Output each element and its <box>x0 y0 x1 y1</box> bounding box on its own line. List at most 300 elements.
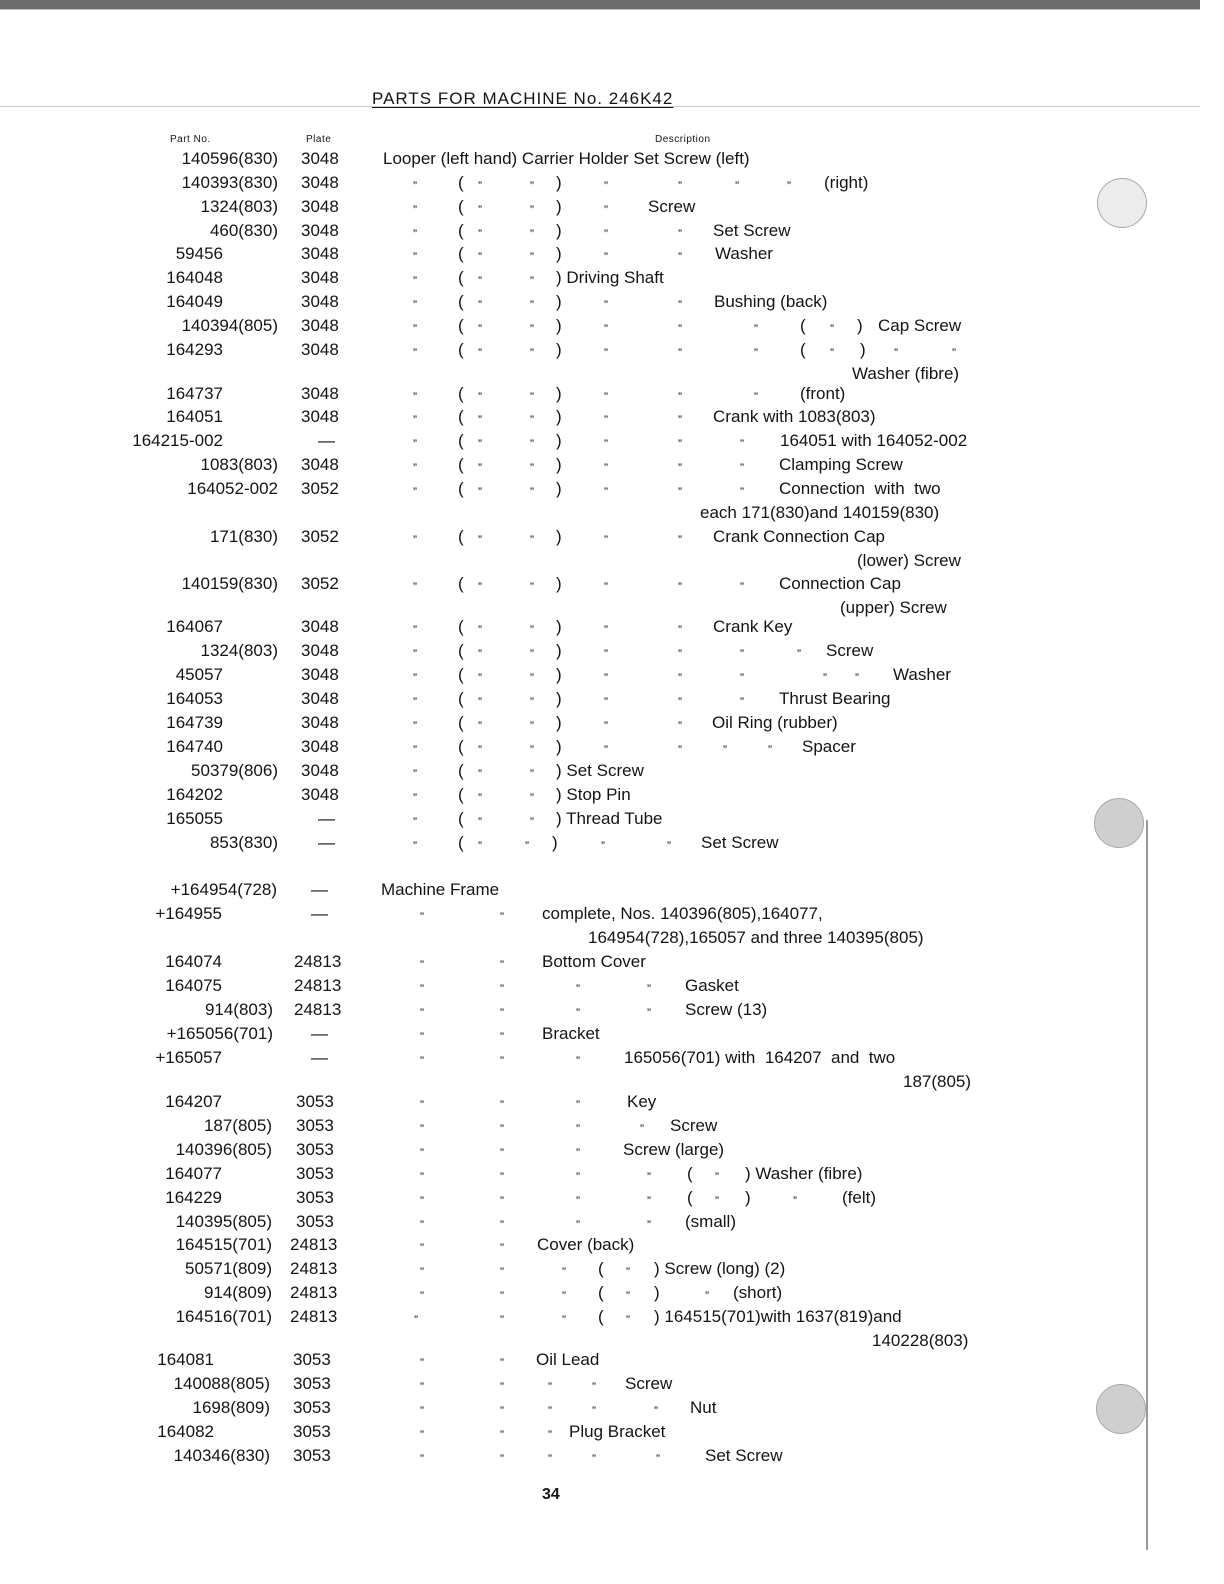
description-text: Bushing (back) <box>714 292 828 311</box>
description-text: Screw <box>670 1116 718 1135</box>
ditto-mark: ” <box>592 1452 596 1466</box>
ditto-mark: ” <box>678 390 682 404</box>
description-text: ( <box>458 431 464 450</box>
ditto-mark: ” <box>626 1313 630 1327</box>
ditto-mark: ” <box>678 623 682 637</box>
description-text: ( <box>458 641 464 660</box>
ditto-mark: ” <box>478 533 482 547</box>
plate-number: 24813 <box>290 1259 338 1278</box>
ditto-mark: ” <box>478 322 482 336</box>
description-text: ( <box>458 527 464 546</box>
description-text: ( <box>458 574 464 593</box>
ditto-mark: ” <box>478 671 482 685</box>
part-number: 140159(830) <box>181 574 278 593</box>
description-text: (short) <box>733 1283 783 1302</box>
ditto-mark: ” <box>678 533 682 547</box>
part-number: 164515(701) <box>175 1235 272 1254</box>
ditto-mark: ” <box>413 461 417 475</box>
description-text: Machine Frame <box>381 880 500 899</box>
description-text: ( <box>458 244 464 263</box>
table-row <box>0 267 1224 289</box>
ditto-mark: ” <box>478 250 482 264</box>
part-number: 165055 <box>166 809 223 828</box>
ditto-mark: ” <box>530 250 534 264</box>
description-text: Screw (13) <box>685 1000 768 1019</box>
plate-number: 3052 <box>301 574 339 593</box>
ditto-mark: ” <box>500 1006 504 1020</box>
ditto-mark: ” <box>604 671 608 685</box>
table-row <box>0 315 1224 337</box>
plate-number: 3053 <box>293 1350 331 1369</box>
ditto-mark: ” <box>678 179 682 193</box>
page-number: 34 <box>542 1486 560 1503</box>
description-text: ) <box>556 617 562 636</box>
description-text: Cover (back) <box>537 1235 635 1254</box>
ditto-mark: ” <box>723 743 727 757</box>
part-number: 164215-002 <box>132 431 223 450</box>
description-text: ( <box>458 268 464 287</box>
table-row <box>0 1397 1224 1419</box>
description-text: Screw <box>826 641 874 660</box>
ditto-mark: ” <box>413 346 417 360</box>
ditto-mark: ” <box>500 1194 504 1208</box>
plate-number: 3048 <box>301 340 339 359</box>
plate-number: 3053 <box>293 1398 331 1417</box>
table-row <box>0 573 1224 595</box>
ditto-mark: ” <box>478 580 482 594</box>
description-text: Connection with two <box>779 479 941 498</box>
ditto-mark: ” <box>604 719 608 733</box>
ditto-mark: ” <box>530 179 534 193</box>
ditto-mark: ” <box>420 1122 424 1136</box>
ditto-mark: ” <box>478 179 482 193</box>
ditto-mark: ” <box>413 743 417 757</box>
plate-number: — <box>318 833 335 852</box>
ditto-mark: ” <box>576 1006 580 1020</box>
table-row <box>0 1234 1224 1256</box>
part-number: 164737 <box>166 384 223 403</box>
description-text: 187(805) <box>903 1072 972 1091</box>
description-text: ) <box>556 689 562 708</box>
plate-number: — <box>311 904 328 923</box>
part-number: 460(830) <box>209 221 278 240</box>
ditto-mark: ” <box>530 671 534 685</box>
description-text: ) <box>556 292 562 311</box>
plate-number: 3052 <box>301 527 339 546</box>
ditto-mark: ” <box>604 461 608 475</box>
description-text: ) <box>556 173 562 192</box>
ditto-mark: ” <box>576 1170 580 1184</box>
table-row <box>0 975 1224 997</box>
description-continuation <box>0 502 1224 524</box>
description-text: Looper (left hand) Carrier Holder Set Screw (left) <box>383 149 750 168</box>
ditto-mark: ” <box>413 623 417 637</box>
column-header-description: Description <box>655 134 711 145</box>
part-number: 140346(830) <box>173 1446 270 1465</box>
description-text: ( <box>458 833 464 852</box>
description-text: ) <box>860 340 866 359</box>
table-row <box>0 1023 1224 1045</box>
ditto-mark: ” <box>478 719 482 733</box>
ditto-mark: ” <box>530 346 534 360</box>
ditto-mark: ” <box>647 1006 651 1020</box>
ditto-mark: ” <box>500 1218 504 1232</box>
plate-number: 24813 <box>290 1307 338 1326</box>
ditto-mark: ” <box>500 1289 504 1303</box>
ditto-mark: ” <box>478 623 482 637</box>
ditto-mark: ” <box>413 647 417 661</box>
table-row <box>0 172 1224 194</box>
description-text: 140228(803) <box>872 1331 969 1350</box>
ditto-mark: ” <box>604 227 608 241</box>
ditto-mark: ” <box>530 298 534 312</box>
description-text: Cap Screw <box>878 316 962 335</box>
ditto-mark: ” <box>715 1170 719 1184</box>
description-text: (front) <box>800 384 846 403</box>
description-text: ( <box>458 197 464 216</box>
ditto-mark: ” <box>576 1218 580 1232</box>
table-row <box>0 1421 1224 1443</box>
description-text: Nut <box>690 1398 717 1417</box>
table-row <box>0 1373 1224 1395</box>
ditto-mark: ” <box>478 274 482 288</box>
ditto-mark: ” <box>478 695 482 709</box>
description-text: ( <box>458 713 464 732</box>
ditto-mark: ” <box>413 671 417 685</box>
ditto-mark: ” <box>413 322 417 336</box>
description-text: ) Driving Shaft <box>556 268 664 287</box>
ditto-mark: ” <box>500 1098 504 1112</box>
ditto-mark: ” <box>530 322 534 336</box>
ditto-mark: ” <box>754 322 758 336</box>
table-row <box>0 148 1224 170</box>
table-row <box>0 526 1224 548</box>
ditto-mark: ” <box>548 1404 552 1418</box>
ditto-mark: ” <box>548 1452 552 1466</box>
ditto-mark: ” <box>576 1054 580 1068</box>
ditto-mark: ” <box>604 250 608 264</box>
ditto-mark: ” <box>530 767 534 781</box>
plate-number: 3048 <box>301 197 339 216</box>
plate-number: 3048 <box>301 384 339 403</box>
part-number: 164077 <box>165 1164 222 1183</box>
description-text: ) <box>556 407 562 426</box>
ditto-mark: ” <box>678 250 682 264</box>
ditto-mark: ” <box>768 743 772 757</box>
plate-number: 3048 <box>301 407 339 426</box>
ditto-mark: ” <box>793 1194 797 1208</box>
ditto-mark: ” <box>530 227 534 241</box>
description-text: ) <box>556 455 562 474</box>
ditto-mark: ” <box>678 322 682 336</box>
description-text: Washer (fibre) <box>852 364 960 383</box>
ditto-mark: ” <box>413 580 417 594</box>
plate-number: 3053 <box>296 1116 334 1135</box>
description-text: ( <box>458 689 464 708</box>
ditto-mark: ” <box>740 461 744 475</box>
description-text: (upper) Screw <box>840 598 947 617</box>
table-row <box>0 640 1224 662</box>
ditto-mark: ” <box>604 413 608 427</box>
table-row <box>0 478 1224 500</box>
ditto-mark: ” <box>530 485 534 499</box>
plate-number: 3053 <box>296 1140 334 1159</box>
part-number: 164739 <box>166 713 223 732</box>
ditto-mark: ” <box>787 179 791 193</box>
description-text: ) <box>556 713 562 732</box>
ditto-mark: ” <box>626 1265 630 1279</box>
ditto-mark: ” <box>413 250 417 264</box>
part-number: 853(830) <box>209 833 278 852</box>
description-text: Washer <box>893 665 951 684</box>
description-text: Crank Key <box>713 617 793 636</box>
ditto-mark: ” <box>797 647 801 661</box>
ditto-mark: ” <box>413 390 417 404</box>
ditto-mark: ” <box>413 767 417 781</box>
plate-number: 3048 <box>301 665 339 684</box>
description-text: each 171(830)and 140159(830) <box>700 503 940 522</box>
ditto-mark: ” <box>420 1452 424 1466</box>
plate-number: 3048 <box>301 761 339 780</box>
table-row <box>0 760 1224 782</box>
ditto-mark: ” <box>604 647 608 661</box>
table-row <box>0 1187 1224 1209</box>
part-number: 164049 <box>166 292 223 311</box>
ditto-mark: ” <box>678 298 682 312</box>
plate-number: 3053 <box>293 1446 331 1465</box>
plate-number: — <box>311 1024 328 1043</box>
description-text: Set Screw <box>713 221 791 240</box>
ditto-mark: ” <box>530 390 534 404</box>
ditto-mark: ” <box>530 623 534 637</box>
description-text: ) Washer (fibre) <box>745 1164 863 1183</box>
ditto-mark: ” <box>420 1356 424 1370</box>
ditto-mark: ” <box>500 958 504 972</box>
description-text: ( <box>598 1283 604 1302</box>
table-row <box>0 688 1224 710</box>
ditto-mark: ” <box>576 1122 580 1136</box>
ditto-mark: ” <box>478 346 482 360</box>
part-number: +164955 <box>155 904 222 923</box>
description-text: Washer <box>715 244 773 263</box>
description-text: ( <box>687 1164 693 1183</box>
ditto-mark: ” <box>478 839 482 853</box>
part-number: 1324(803) <box>200 641 278 660</box>
ditto-mark: ” <box>705 1289 709 1303</box>
ditto-mark: ” <box>478 390 482 404</box>
plate-number: 24813 <box>290 1235 338 1254</box>
description-text: Crank with 1083(803) <box>713 407 876 426</box>
plate-number: 3048 <box>301 316 339 335</box>
ditto-mark: ” <box>413 815 417 829</box>
plate-number: 3048 <box>301 173 339 192</box>
ditto-mark: ” <box>420 1146 424 1160</box>
ditto-mark: ” <box>654 1404 658 1418</box>
ditto-mark: ” <box>548 1380 552 1394</box>
description-text: Bracket <box>542 1024 600 1043</box>
ditto-mark: ” <box>500 1356 504 1370</box>
plate-number: 3052 <box>301 479 339 498</box>
ditto-mark: ” <box>576 1194 580 1208</box>
description-text: Bottom Cover <box>542 952 646 971</box>
description-continuation <box>0 363 1224 385</box>
description-text: ) <box>556 244 562 263</box>
description-text: ) <box>556 316 562 335</box>
table-row <box>0 383 1224 405</box>
description-text: 164954(728),165057 and three 140395(805) <box>588 928 924 947</box>
plate-number: 24813 <box>290 1283 338 1302</box>
ditto-mark: ” <box>647 1218 651 1232</box>
table-row <box>0 1349 1224 1371</box>
ditto-mark: ” <box>413 485 417 499</box>
ditto-mark: ” <box>647 1170 651 1184</box>
ditto-mark: ” <box>530 695 534 709</box>
plate-number: 3048 <box>301 737 339 756</box>
part-number: 140088(805) <box>173 1374 270 1393</box>
description-text: (small) <box>685 1212 736 1231</box>
plate-number: 3048 <box>301 292 339 311</box>
ditto-mark: ” <box>500 1241 504 1255</box>
ditto-mark: ” <box>754 346 758 360</box>
table-row <box>0 243 1224 265</box>
table-row <box>0 291 1224 313</box>
table-row <box>0 616 1224 638</box>
ditto-mark: ” <box>678 671 682 685</box>
description-text: Clamping Screw <box>779 455 903 474</box>
ditto-mark: ” <box>604 623 608 637</box>
ditto-mark: ” <box>604 346 608 360</box>
part-number: 187(805) <box>203 1116 272 1135</box>
column-header-plate: Plate <box>306 134 332 145</box>
description-text: ( <box>598 1259 604 1278</box>
part-number: 1324(803) <box>200 197 278 216</box>
ditto-mark: ” <box>420 1170 424 1184</box>
description-text: ) Screw (long) (2) <box>654 1259 786 1278</box>
ditto-mark: ” <box>601 839 605 853</box>
description-text: ( <box>458 455 464 474</box>
ditto-mark: ” <box>562 1313 566 1327</box>
table-row <box>0 1115 1224 1137</box>
plate-number: 3048 <box>301 268 339 287</box>
ditto-mark: ” <box>530 791 534 805</box>
part-number: 140396(805) <box>175 1140 272 1159</box>
ditto-mark: ” <box>500 1380 504 1394</box>
part-number: 50571(809) <box>185 1259 272 1278</box>
table-row <box>0 220 1224 242</box>
ditto-mark: ” <box>413 179 417 193</box>
ditto-mark: ” <box>413 695 417 709</box>
part-number: 914(809) <box>203 1283 272 1302</box>
description-text: ( <box>800 316 806 335</box>
description-text: ( <box>458 173 464 192</box>
table-row <box>0 1282 1224 1304</box>
plate-number: 24813 <box>294 1000 342 1019</box>
plate-number: 3048 <box>301 713 339 732</box>
part-number: 1083(803) <box>200 455 278 474</box>
part-number: 164048 <box>166 268 223 287</box>
ditto-mark: ” <box>576 982 580 996</box>
ditto-mark: ” <box>530 413 534 427</box>
ditto-mark: ” <box>420 982 424 996</box>
ditto-mark: ” <box>576 1146 580 1160</box>
plate-number: 3048 <box>301 221 339 240</box>
description-text: Screw <box>648 197 696 216</box>
ditto-mark: ” <box>420 1380 424 1394</box>
description-text: 164051 with 164052-002 <box>780 431 968 450</box>
ditto-mark: ” <box>678 346 682 360</box>
plate-number: — <box>311 880 328 899</box>
description-text: Screw <box>625 1374 673 1393</box>
ditto-mark: ” <box>678 647 682 661</box>
description-text: ) <box>556 479 562 498</box>
part-number: 50379(806) <box>191 761 278 780</box>
description-text: ) <box>556 384 562 403</box>
ditto-mark: ” <box>478 791 482 805</box>
ditto-mark: ” <box>952 346 956 360</box>
description-text: ) <box>556 527 562 546</box>
plate-number: 24813 <box>294 976 342 995</box>
description-text: ) <box>745 1188 751 1207</box>
ditto-mark: ” <box>420 1030 424 1044</box>
description-text: ) <box>556 574 562 593</box>
ditto-mark: ” <box>754 390 758 404</box>
ditto-mark: ” <box>420 1098 424 1112</box>
ditto-mark: ” <box>420 1194 424 1208</box>
description-text: ) <box>556 641 562 660</box>
description-text: ) <box>556 197 562 216</box>
ditto-mark: ” <box>413 533 417 547</box>
plate-number: 24813 <box>294 952 342 971</box>
ditto-mark: ” <box>604 533 608 547</box>
ditto-mark: ” <box>530 461 534 475</box>
ditto-mark: ” <box>420 1054 424 1068</box>
ditto-mark: ” <box>478 437 482 451</box>
plate-number: 3048 <box>301 689 339 708</box>
ditto-mark: ” <box>678 461 682 475</box>
description-text: ) <box>556 737 562 756</box>
ditto-mark: ” <box>562 1289 566 1303</box>
ditto-mark: ” <box>830 322 834 336</box>
plate-number: 3048 <box>301 617 339 636</box>
table-row <box>0 999 1224 1021</box>
description-text: Oil Ring (rubber) <box>712 713 838 732</box>
part-number: 140395(805) <box>175 1212 272 1231</box>
part-number: 140393(830) <box>181 173 278 192</box>
description-text: ( <box>458 479 464 498</box>
description-text: (lower) Screw <box>857 551 961 570</box>
table-row <box>0 196 1224 218</box>
description-text: Spacer <box>802 737 856 756</box>
description-continuation <box>0 927 1224 949</box>
ditto-mark: ” <box>413 839 417 853</box>
description-text: Set Screw <box>705 1446 783 1465</box>
description-text: Thrust Bearing <box>779 689 891 708</box>
plate-number: 3048 <box>301 244 339 263</box>
ditto-mark: ” <box>740 671 744 685</box>
description-text: ( <box>458 221 464 240</box>
description-text: 165056(701) with 164207 and two <box>624 1048 896 1067</box>
ditto-mark: ” <box>413 227 417 241</box>
table-row <box>0 832 1224 854</box>
ditto-mark: ” <box>530 580 534 594</box>
table-row <box>0 1445 1224 1467</box>
plate-number: 3053 <box>293 1374 331 1393</box>
part-number: 914(803) <box>204 1000 273 1019</box>
ditto-mark: ” <box>413 437 417 451</box>
description-text: ( <box>458 785 464 804</box>
part-number: 59456 <box>175 244 223 263</box>
description-text: Set Screw <box>701 833 779 852</box>
